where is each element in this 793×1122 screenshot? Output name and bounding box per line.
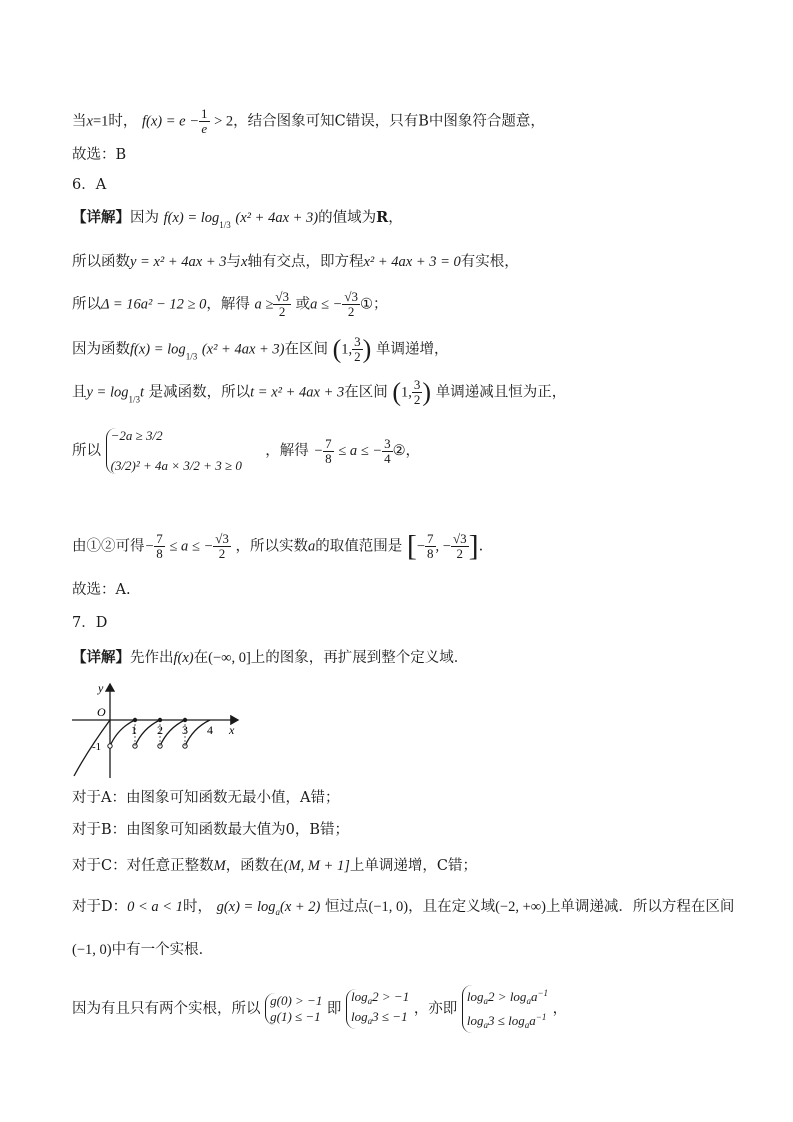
text-line: 对于C：对任意正整数M，函数在(M, M + 1]上单调递增，C错；	[72, 858, 477, 874]
tick-label: 2	[157, 723, 163, 737]
text-line: 所以Δ = 16a² − 12 ≥ 0，解得 a ≥ $\frac{√3}{2}$ 或a ≤ − $\frac{√3}{2}$ ①；	[72, 289, 388, 319]
open-point	[108, 744, 112, 748]
tick-label: 3	[182, 723, 188, 737]
text-line: (−1, 0)中有一个实根．	[72, 942, 214, 958]
y-axis-label: y	[98, 681, 104, 695]
text-line: 由①②可得− $\frac{7}{8}$ ≤ a ≤ − $\frac{√3}{2}$ ，所以实数a的取值范围是 [− $\frac{7}{8}$ , − $\frac{√3}{2}$ ].	[72, 529, 484, 563]
text-line: 因为函数$f(x) = \log_{1/3} (x^2 + 4ax + 3)$在区间 (1, $\frac{3}{2}$ ) 单调递增，	[72, 334, 449, 364]
text-line: 且$y = \log_{1/3}t$ 是减函数，所以t = x² + 4ax + 3在区间 (1, $\frac{3}{2}$ ) 单调递减且恒为正，	[72, 377, 567, 407]
question-number: 7．D	[72, 615, 108, 631]
answer-line: 故选：A.	[72, 582, 131, 598]
function-graph	[68, 680, 248, 780]
text-line: 对于D：0 < a < 1时， $g(x) = \log_a(x + 2)$ 恒过点(−1, 0)，且在定义域(−2, +∞)上单调递减．所以方程在区间	[72, 899, 735, 917]
x-axis-label: x	[229, 723, 235, 737]
tick-label: 1	[131, 723, 137, 737]
equation-system: g(0) > −1 g(1) ≤ −1	[265, 993, 322, 1025]
equation-system: $\log_a2 > \log_aa^{-1}$ $\log_a3 \le \log_aa^{-1}$	[462, 985, 548, 1033]
text-line: 对于B：由图象可知函数最大值为0，B错；	[72, 822, 350, 838]
tick-label: 4	[207, 723, 213, 737]
equation-system: −2a ≥ 3/2 (3/2)² + 4a × 3/2 + 3 ≥ 0	[106, 428, 261, 474]
neg-one-label: -1	[92, 741, 102, 753]
text-line: 所以 −2a ≥ 3/2 (3/2)² + 4a × 3/2 + 3 ≥ 0 ，解得 − $\frac{7}{8}$ ≤ a ≤ − $\frac{3}{4}$ ②，	[72, 428, 421, 473]
text-line: 对于A：由图象可知函数无最小值，A错；	[72, 790, 340, 806]
text-line: 所以函数y = x² + 4ax + 3与x轴有交点，即方程x² + 4ax + 3 = 0有实根，	[72, 254, 519, 270]
origin-label: O	[97, 705, 106, 719]
answer-line: 故选：B	[72, 147, 127, 163]
equation-system: $\log_a2 > -1$ $\log_a3 \le -1$	[346, 989, 409, 1029]
question-number: 6．A	[72, 177, 107, 193]
text-line: 【详解】因为 $f(x) = \log_{1/3} (x^2 + 4ax + 3)$的值域为R，	[72, 209, 403, 230]
text-line: 当x=1时， f(x) = e − $\frac{1}{e}$ > 2，结合图象可知C错误，只有B中图象符合题意，	[72, 106, 545, 136]
text-line: 【详解】先作出f(x)在(−∞, 0]上的图象，再扩展到整个定义域．	[72, 649, 469, 666]
text-line: 因为有且只有两个实根，所以 g(0) > −1 g(1) ≤ −1 即 $\log_a2 > -1$ $\log_a3 \le -1$ ，亦即 $\log_a2 > \log_aa^{-1}$ $\log_a3 \le \log_aa^{-1}$ ，	[72, 985, 567, 1033]
